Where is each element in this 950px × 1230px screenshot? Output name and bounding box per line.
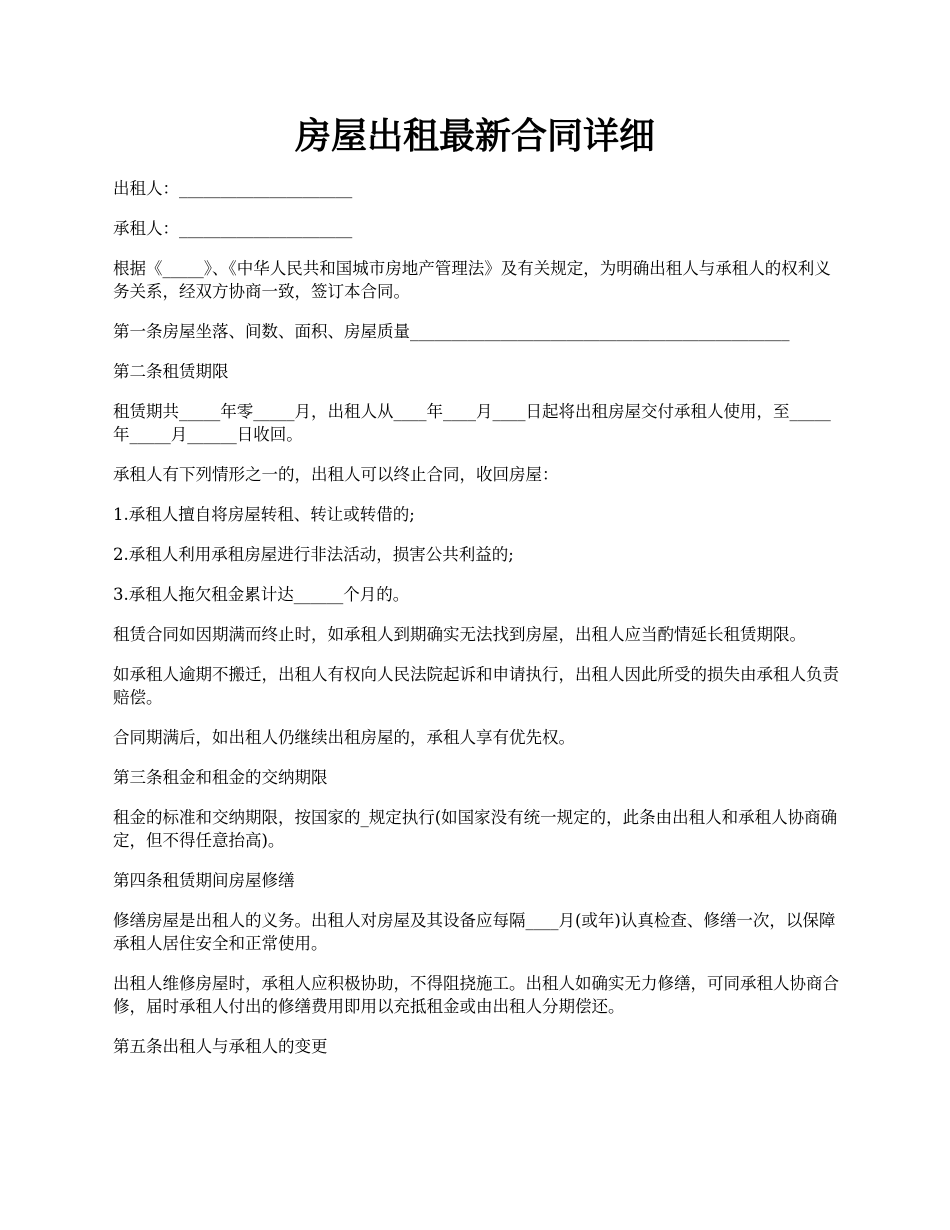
rent-standard-paragraph: 租金的标准和交纳期限，按国家的_规定执行(如国家没有统一规定的，此条由出租人和承租人协商确定，但不得任意抬高)。 (113, 808, 838, 850)
article-5-heading: 第五条出租人与承租人的变更 (113, 1037, 328, 1056)
lessor-line: 出租人：_____________________ (113, 179, 353, 198)
overstay-paragraph: 如承租人逾期不搬迁，出租人有权向人民法院起诉和申请执行，出租人因此所受的损失由承租人负责赔偿。 (113, 665, 839, 707)
document-body (113, 177, 840, 1075)
repair-cooperation-paragraph: 出租人维修房屋时，承租人应积极协助，不得阻挠施工。出租人如确实无力修缮，可同承租人协商合修，届时承租人付出的修缮费用即用以充抵租金或由出租人分期偿还。 (113, 974, 839, 1016)
lessee-line: 承租人：_____________________ (113, 219, 353, 238)
termination-intro: 承租人有下列情形之一的，出租人可以终止合同，收回房屋： (113, 465, 559, 484)
priority-paragraph: 合同期满后，如出租人仍继续出租房屋的，承租人享有优先权。 (113, 728, 575, 747)
article-4-heading: 第四条租赁期间房屋修缮 (113, 871, 295, 890)
repair-duty-paragraph: 修缮房屋是出租人的义务。出租人对房屋及其设备应每隔____月(或年)认真检查、修缮一次，以保障承租人居住安全和正常使用。 (113, 911, 836, 953)
preamble: 根据《_____》、《中华人民共和国城市房地产管理法》及有关规定，为明确出租人与承租人的权利义务关系，经双方协商一致，签订本合同。 (113, 259, 831, 301)
article-2-heading: 第二条租赁期限 (113, 362, 229, 381)
article-3-heading: 第三条租金和租金的交纳期限 (113, 768, 328, 787)
document-title: 房屋出租最新合同详细 (294, 115, 655, 157)
lease-term-paragraph: 租赁期共_____年零_____月，出租人从____年____月____日起将出租房屋交付承租人使用，至_____年_____月______日收回。 (113, 402, 831, 444)
termination-item-2: 2.承租人利用承租房屋进行非法活动，损害公共利益的; (113, 545, 514, 564)
termination-item-3: 3.承租人拖欠租金累计达______个月的。 (113, 585, 410, 604)
article-1-heading: 第一条房屋坐落、间数、面积、房屋质量______________________________________________ (113, 322, 790, 341)
termination-item-1: 1.承租人擅自将房屋转租、转让或转借的; (113, 505, 415, 524)
expiry-extension-paragraph: 租赁合同如因期满而终止时，如承租人到期确实无法找到房屋，出租人应当酌情延长租赁期限。 (113, 625, 806, 644)
